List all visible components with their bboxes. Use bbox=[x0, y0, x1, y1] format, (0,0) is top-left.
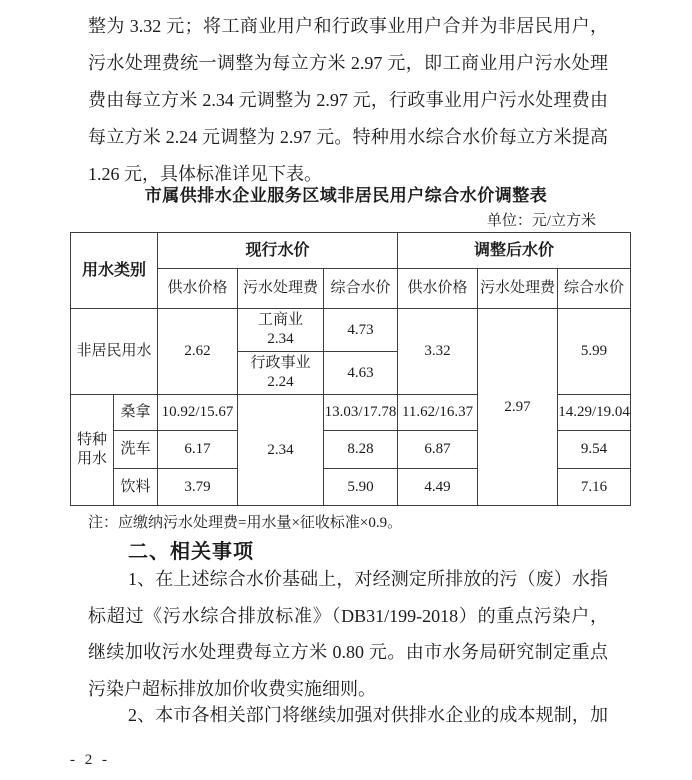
cell-sauna-current-composite: 13.03/17.78 bbox=[324, 395, 398, 431]
cell-commercial-sewage bbox=[238, 309, 324, 352]
cell-admin-sewage bbox=[238, 352, 324, 395]
cell-carwash-current-supply: 6.17 bbox=[158, 431, 238, 469]
cell-beverage-adjusted-composite: 7.16 bbox=[558, 469, 631, 506]
cell-admin-composite: 4.63 bbox=[324, 352, 398, 395]
water-price-table bbox=[70, 232, 631, 506]
cell-non-resident-adjusted-composite: 5.99 bbox=[558, 309, 631, 395]
table-title: 市属供排水企业服务区域非居民用户综合水价调整表 bbox=[144, 186, 548, 205]
header-current-supply-price: 供水价格 bbox=[158, 269, 238, 309]
header-adjusted-sewage-fee: 污水处理费 bbox=[478, 269, 558, 309]
commercial-sewage-value: 2.34 bbox=[267, 331, 294, 347]
header-current-price-group: 现行水价 bbox=[158, 233, 398, 269]
cell-sauna-adjusted-composite: 14.29/19.04 bbox=[558, 395, 631, 431]
table-unit-label: 单位：元/立方米 bbox=[486, 213, 596, 229]
header-adjusted-price-group: 调整后水价 bbox=[398, 233, 631, 269]
cell-carwash-adjusted-supply: 6.87 bbox=[398, 431, 478, 469]
intro-line-1: 整为 3.32 元；将工商业用户和行政事业用户合并为非居民用户， bbox=[88, 16, 608, 36]
cell-special-current-sewage: 2.34 bbox=[238, 395, 324, 506]
cell-non-resident-current-supply: 2.62 bbox=[158, 309, 238, 395]
header-current-sewage-fee: 污水处理费 bbox=[238, 269, 324, 309]
cell-beverage-adjusted-supply: 4.49 bbox=[398, 469, 478, 506]
cell-sauna-current-supply: 10.92/15.67 bbox=[158, 395, 238, 431]
table-row bbox=[71, 309, 631, 352]
header-adjusted-composite-price: 综合水价 bbox=[558, 269, 631, 309]
table-note: 注：应缴纳污水处理费=用水量×征收标准×0.9。 bbox=[88, 515, 403, 531]
header-category: 用水类别 bbox=[71, 233, 158, 309]
para1-line-4: 污染户超标排放加价收费实施细则。 bbox=[88, 678, 376, 699]
cell-adjusted-sewage-all: 2.97 bbox=[478, 309, 558, 506]
para1-line-3: 继续加收污水处理费每立方米 0.80 元。由市水务局研究制定重点 bbox=[88, 642, 608, 662]
header-adjusted-supply-price: 供水价格 bbox=[398, 269, 478, 309]
para1-line-1: 1、在上述综合水价基础上，对经测定所排放的污（废）水指 bbox=[128, 569, 608, 589]
para2-line-1: 2、本市各相关部门将继续加强对供排水企业的成本规制，加 bbox=[128, 705, 608, 725]
intro-line-4: 每立方米 2.24 元调整为 2.97 元。特种用水综合水价每立方米提高 bbox=[88, 127, 608, 147]
cell-commercial-composite: 4.73 bbox=[324, 309, 398, 352]
cell-carwash-label: 洗车 bbox=[114, 431, 158, 469]
intro-line-3: 费由每立方米 2.34 元调整为 2.97 元，行政事业用户污水处理费由 bbox=[88, 90, 608, 110]
cell-non-resident-category: 非居民用水 bbox=[71, 309, 158, 395]
page-number: - 2 - bbox=[70, 752, 110, 768]
cell-carwash-adjusted-composite: 9.54 bbox=[558, 431, 631, 469]
cell-sauna-adjusted-supply: 11.62/16.37 bbox=[398, 395, 478, 431]
section-paragraph-1 bbox=[88, 561, 608, 707]
cell-beverage-current-composite: 5.90 bbox=[324, 469, 398, 506]
cell-non-resident-adjusted-supply: 3.32 bbox=[398, 309, 478, 395]
cell-beverage-current-supply: 3.79 bbox=[158, 469, 238, 506]
commercial-label: 工商业 bbox=[258, 312, 304, 328]
cell-beverage-label: 饮料 bbox=[114, 469, 158, 506]
cell-sauna-label: 桑拿 bbox=[114, 395, 158, 431]
special-category-label: 特种用水 bbox=[76, 432, 107, 467]
intro-paragraph bbox=[88, 8, 608, 193]
para1-line-2: 标超过《污水综合排放标准》（DB31/199-2018）的重点污染户， bbox=[88, 605, 608, 626]
header-current-composite-price: 综合水价 bbox=[324, 269, 398, 309]
intro-line-5: 1.26 元，具体标准详见下表。 bbox=[88, 164, 322, 184]
admin-sewage-value: 2.24 bbox=[267, 374, 294, 390]
cell-special-category bbox=[71, 395, 114, 506]
section-heading: 二、相关事项 bbox=[128, 541, 254, 563]
cell-carwash-current-composite: 8.28 bbox=[324, 431, 398, 469]
admin-label: 行政事业 bbox=[250, 355, 311, 371]
intro-line-2: 污水处理费统一调整为每立方米 2.97 元，即工商业用户污水处理 bbox=[88, 53, 608, 73]
section-paragraph-2 bbox=[88, 697, 608, 734]
